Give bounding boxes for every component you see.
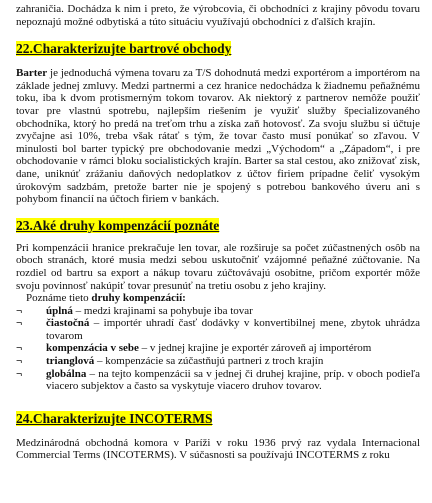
- type-desc: – v jednej krajine je exportér zároveň aj importérom: [138, 342, 372, 355]
- section-24-heading: [16, 411, 420, 426]
- intro-paragraph: zahraničia. Dochádza k nim i preto, že výrobcovia, či obchodníci z krajiny pôvodu tovaru nepoznajú možné odbytiská a túto situáciu využívajú obchodníci z ďalších krajín.: [16, 3, 420, 28]
- type-desc: – medzi krajinami sa pohybuje iba tovar: [72, 304, 253, 317]
- bullet-glyph: ¬: [16, 355, 23, 368]
- section-23-heading: [16, 218, 420, 233]
- bullet-glyph: ¬: [16, 367, 23, 380]
- type-desc: – kompenzácie sa zúčastňujú partneri z troch krajín: [94, 355, 324, 368]
- bullet-glyph: ¬: [16, 342, 23, 355]
- section-22-title: 22.Charakterizujte bartrové obchody: [16, 41, 232, 57]
- bullet-glyph: ¬: [16, 317, 23, 330]
- compensation-types-list: [16, 305, 420, 393]
- type-name: trianglová: [46, 355, 95, 368]
- type-desc: – na tejto kompenzácii sa v jednej či druhej krajine, príp. v oboch podieľa viacero subjektov a často sa vyskytuje viacero druhov tovarov.: [46, 367, 420, 393]
- list-item: [16, 305, 420, 318]
- section-23-paragraph: Pri kompenzácii hranice prekračuje len tovar, ale rozširuje sa počet zúčastnených osôb na oboch stranách, ktoré musia medzi sebou uskutočniť vzájomné peňažné zúčtovanie. Na rozdiel od bartru sa export a nákup tovaru zúčtovávajú osobitne, pričom exportér môže svoju povinnosť nakúpiť tovar presunúť na tretiu osobu z jeho krajiny.: [16, 241, 420, 292]
- type-name: globálna: [46, 367, 87, 380]
- bullet-glyph: ¬: [16, 304, 23, 317]
- section-24-title: 24.Charakterizujte INCOTERMS: [16, 410, 213, 426]
- types-intro-text: Poznáme tieto: [26, 292, 92, 305]
- section-22-heading: [16, 41, 420, 56]
- list-item: [16, 317, 420, 342]
- section-22-paragraph: [16, 67, 420, 206]
- type-desc: – importér uhradí časť dodávky v konvertibilnej mene, zbytok uhrádza tovarom: [46, 317, 420, 342]
- section-23-title: 23.Aké druhy kompenzácií poznáte: [16, 217, 220, 233]
- type-name: kompenzácia v sebe: [46, 342, 139, 355]
- section-24-paragraph: Medzinárodná obchodná komora v Paríži v roku 1936 prvý raz vydala Internacional Commercial Terms (INCOTERMS). V súčasnosti sa používajú INCOTERMS z roku: [16, 436, 420, 462]
- list-item: [16, 355, 420, 368]
- list-item: [16, 342, 420, 355]
- section-22-body: je jednoduchá výmena tovaru za T/S dohodnutá medzi exportérom a importérom na základe jednej zmluvy. Medzi partnermi a cez hranice nedochádza k žiadnemu peňažnému toku, iba k dvom protismerným tokom tovarov. Ak niektorý z partnerov nemôže použiť tovar pre vlastnú spotrebu, najlepším riešením je využiť služby špecializovaného obchodníka, ktorý ho predá na treťom trhu a získa zaň hotovosť. Za svoju službu si účtuje zvyčajne asi 10%, treba však rátať s tým, že tovar často musí ponúkať so zľavou. V minulosti bol barter typický pre obchodovanie medzi „Východom“ a „Západom“, i pre obchodovanie v rámci bloku socialistických krajín. Barter sa stal cestou, ako znižovať zisk, dane, uniknúť zrážaniu daňových nedoplatkov z účtov firiem prípadne čeliť vysokým úrokovým sadzbám, pretože barter nie je spojený s potrebou bankového úveru ani s pohybom financií na účtoch firiem v bankách.: [16, 67, 420, 206]
- barter-term: Barter: [16, 67, 48, 80]
- compensation-types-intro: [26, 292, 420, 305]
- type-name: úplná: [46, 304, 73, 317]
- type-name: čiastočná: [46, 317, 90, 330]
- types-intro-bold: druhy kompenzácií:: [91, 292, 186, 305]
- list-item: [16, 368, 420, 393]
